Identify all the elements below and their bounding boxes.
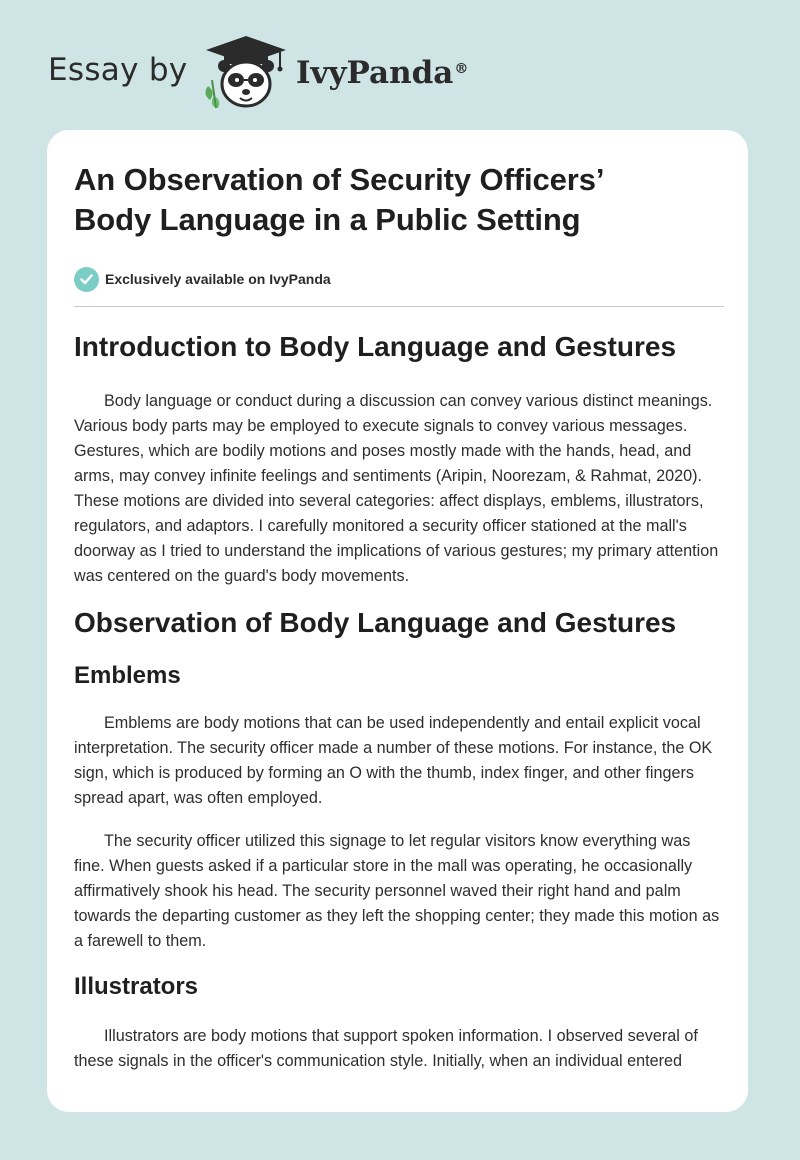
panda-graduate-icon[interactable] — [200, 34, 292, 110]
exclusive-badge-text: Exclusively available on IvyPanda — [105, 271, 331, 287]
essay-title — [74, 160, 724, 240]
paragraph: Emblems are body motions that can be used independently and entail explicit vocal interpretation. The security officer made a number of these motions. For instance, the OK sign, which is produced by forming an O with the thumb, index finger, and other fingers spread apart, was often employed. — [74, 714, 713, 807]
title-line-2: Body Language in a Public Setting — [74, 202, 581, 237]
paragraph: The security officer utilized this signage to let regular visitors know everything was fine. When guests asked if a particular store in the mall was operating, he occasionally affirmatively shook his head. The security personnel waved their right hand and palm towards the departing customer as they left the shopping center; they made this motion as a farewell to them. — [74, 832, 720, 950]
check-circle-icon — [74, 267, 99, 292]
subsection-heading: Emblems — [74, 662, 181, 689]
essay-card — [47, 130, 748, 1112]
paragraph: Body language or conduct during a discussion can convey various distinct meanings. Various body parts may be employed to execute signals to convey various messages. Gestures, which are bodily motions and poses mostly made with the hands, head, and arms, may convey infinite feelings and sentiments (Aripin, Noorezam, & Rahmat, 2020). These motions are divided into several categories: affect displays, emblems, illustrators, regulators, and adaptors. I carefully monitored a security officer stationed at the mall's doorway as I tried to understand the implications of various gestures; my primary attention was centered on the guard's body movements. — [74, 392, 719, 585]
subsection-heading: Illustrators — [74, 973, 199, 1000]
brand-name[interactable] — [296, 53, 468, 93]
paragraph: Illustrators are body motions that support spoken information. I observed several of these signals in the officer's communication style. Initially, when an individual entered — [74, 1027, 698, 1070]
essay-content — [74, 160, 724, 1074]
exclusive-badge — [74, 266, 724, 292]
title-line-1: An Observation of Security Officers’ — [74, 162, 605, 197]
essay-by-label: Essay by — [48, 52, 188, 88]
divider — [74, 306, 724, 307]
brand-text: IvyPanda — [296, 55, 454, 91]
site-header — [0, 0, 800, 130]
registered-mark: ® — [454, 61, 469, 77]
section-heading: Introduction to Body Language and Gestures — [74, 331, 677, 362]
section-heading: Observation of Body Language and Gestures — [74, 607, 677, 638]
